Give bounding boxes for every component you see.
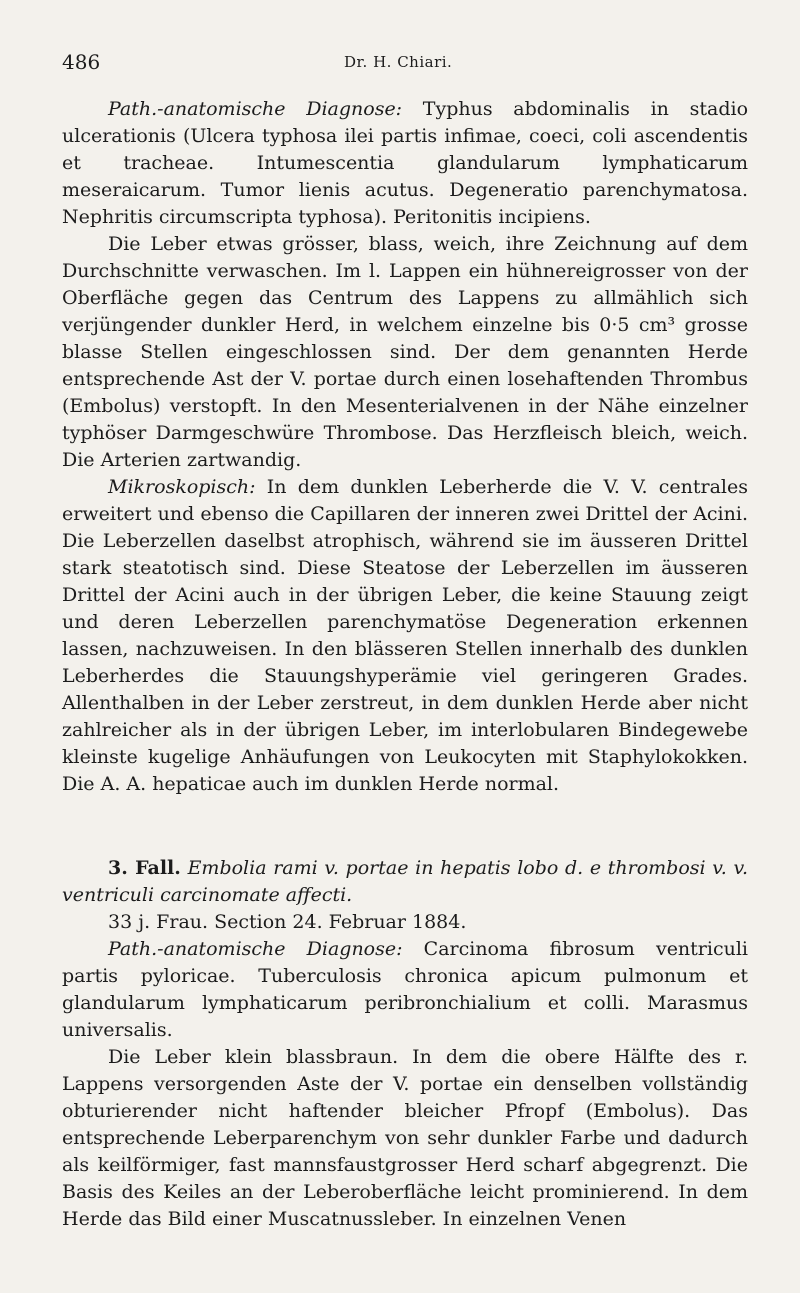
body-text-case3 (62, 855, 748, 1233)
microscopic-text: In dem dunklen Leberherde die V. V. centrales erweitert und ebenso die Capillaren der inneren zwei Drittel der Acini. Die Leberzellen daselbst atrophisch, während sie im äusseren Drittel stark steatotisch sind. Diese Steatose der Leberzellen im äusseren Drittel der Acini auch in der übrigen Leber, die keine Stauung zeigt und deren Leberzellen parenchymatöse Degeneration erkennen lassen, nachzuweisen. In den blässeren Stellen innerhalb des dunklen Leberherdes die Stauungshyperämie viel geringeren Grades. Allenthalben in der Leber zerstreut, in dem dunklen Herde aber nicht zahlreicher als in der übrigen Leber, im interlobularen Bindegewebe kleinste kugelige Anhäufungen von Leukocyten mit Staphylokokken. Die A. A. hepaticae auch im dunklen Herde normal. (62, 476, 748, 795)
paragraph-patient (62, 909, 748, 936)
diagnosis2-lead: Path.-anatomische Diagnose: (108, 938, 403, 960)
microscopic-lead: Mikroskopisch: (108, 476, 256, 498)
paragraph-diagnosis-2 (62, 936, 748, 1044)
paragraph-microscopic (62, 474, 748, 798)
diagnosis-text: Typhus abdominalis in stadio ulcerationis (Ulcera typhosa ilei partis infimae, coeci, coli ascendentis et tracheae. Intumescentia glandularum lymphaticarum meseraicarum. Tumor lienis acutus. Degeneratio parenchymatosa. Nephritis circumscripta typhosa). Peritonitis incipiens. (62, 98, 749, 228)
paragraph-liver-2 (62, 1044, 748, 1233)
liver2-text: Die Leber klein blassbraun. In dem die obere Hälfte des r. Lappens versorgenden Aste der V. portae ein denselben vollständig obturierender nicht haftender bleicher Pfropf (Embolus). Das entsprechende Leberparenchym von sehr dunkler Farbe und dadurch als keilförmiger, fast mannsfaustgrosser Herd scharf abgegrenzt. Die Basis des Keiles an der Leberoberfläche leicht prominierend. In dem Herde das Bild einer Muscatnussleber. In einzelnen Venen (62, 1046, 748, 1230)
case-number: 3. Fall. (108, 857, 181, 879)
body-text-top (62, 96, 748, 798)
paragraph-diagnosis-1 (62, 96, 748, 231)
patient-text: 33 j. Frau. Section 24. Februar 1884. (108, 911, 467, 933)
running-head: Dr. H. Chiari. (344, 53, 453, 71)
case-heading (62, 855, 748, 909)
diagnosis2-text: Carcinoma fibrosum ventriculi partis pyloricae. Tuberculosis chronica apicum pulmonum et glandularum lymphaticarum peribronchialium et colli. Marasmus universalis. (62, 938, 748, 1041)
page-header (62, 50, 760, 80)
paragraph-liver-1 (62, 231, 748, 474)
page-number: 486 (62, 50, 101, 74)
liver-text: Die Leber etwas grösser, blass, weich, ihre Zeichnung auf dem Durchschnitte verwaschen. Im l. Lappen ein hühnereigrosser von der Oberfläche gegen das Centrum des Lappens zu allmählich sich verjüngender dunkler Herd, in welchem einzelne bis 0·5 cm³ grosse blasse Stellen eingeschlossen sind. Der dem genannten Herde entsprechende Ast der V. portae durch einen losehaftenden Thrombus (Embolus) verstopft. In den Mesenterialvenen in der Nähe einzelner typhöser Darmgeschwüre Thrombose. Das Herzfleisch bleich, weich. Die Arterien zartwandig. (62, 233, 748, 471)
case-title: Embolia rami v. portae in hepatis lobo d. e thrombosi v. v. ventriculi carcinomate affecti. (62, 857, 748, 906)
diagnosis-lead: Path.-anatomische Diagnose: (108, 98, 403, 120)
